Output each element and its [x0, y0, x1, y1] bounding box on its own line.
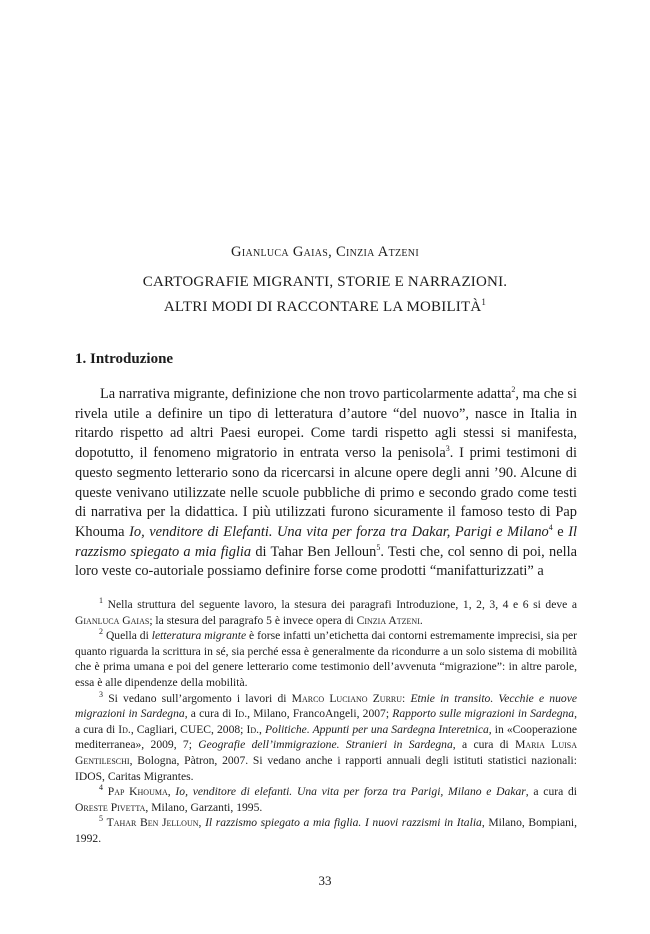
- footnote-ref-2: 2: [511, 385, 516, 395]
- footnote-1-text-b: ; la stesura del paragrafo 5 è invece opera di: [149, 613, 357, 627]
- footnote-5-title-1: Il razzismo spiegato a mia figlia. I nuovi razzismi in Italia: [205, 816, 482, 830]
- book-title-2: Il razzismo spiegato a mia figlia: [75, 523, 577, 560]
- footnote-3-text-c: , a cura di: [184, 707, 235, 721]
- footnote-5-author-1: Tahar Ben Jelloun: [106, 816, 199, 830]
- footnote-1-text-c: .: [419, 613, 423, 627]
- footnote-3-title-4: Geografie dell’immigrazione. Stranieri in Sardegna: [198, 738, 453, 752]
- title-line-1: CARTOGRAFIE MIGRANTI, STORIE E NARRAZIONI.: [142, 274, 508, 290]
- footnote-3-author-2: Maria Luisa Gentileschi: [75, 738, 577, 767]
- footnote-4-title-1: Io, venditore di elefanti. Una vita per forza tra Parigi, Milano e Dakar: [175, 785, 526, 799]
- footnote-3-ibid-1: Id.: [234, 707, 248, 721]
- page-number: 33: [318, 873, 332, 888]
- footnote-3-text-f: , Cagliari, CUEC, 2008;: [130, 722, 247, 736]
- footnote-3-ibid-2: Id.: [118, 722, 131, 736]
- footnote-5-number: 5: [99, 814, 103, 824]
- body-text-c: . I primi testimoni di questo segmento letterario sono da ricercarsi in alcune opere degli anni ’90. Alcune di queste venivano utilizzate nelle scuole pubbliche di primo e secondo grado come testi di narrativa per la didattica. I più utilizzati furono sicuramente il famoso testo di Pap Khouma: [75, 445, 577, 540]
- footnote-3-number: 3: [99, 689, 103, 699]
- footnote-1-text-a: Nella struttura del seguente lavoro, la stesura dei paragrafi Introduzione, 1, 2, 3, 4 e 6 si deve a: [107, 598, 577, 611]
- footnote-3-text-d: , Milano, FrancoAngeli, 2007;: [247, 707, 393, 721]
- title-footnote-ref: 1: [481, 297, 487, 307]
- body-text-a: La narrativa migrante, definizione che non trovo particolarmente adatta: [100, 386, 512, 402]
- footnote-3-text-g: ,: [259, 722, 265, 736]
- footnote-1-number: 1: [99, 596, 103, 606]
- footnote-2-italic: letteratura migrante: [151, 629, 247, 643]
- footnote-2-number: 2: [99, 627, 103, 637]
- footnote-3-text-e: , a cura di: [75, 707, 578, 736]
- footnote-4-text-b: , a cura di: [525, 785, 578, 799]
- footnote-3-text-h: in «Cooperazione mediterranea», 2009, 7;: [75, 722, 578, 752]
- footnote-2-text-a: Quella di: [105, 629, 152, 643]
- title-line-2-text: ALTRI MODI DI RACCONTARE LA MOBILITÀ: [163, 299, 482, 315]
- footnote-3-text-j: , Bologna, Pàtron, 2007. Si vedano anche i rapporti annuali degli istituti statistici nazionali: IDOS, Caritas Migrantes.: [75, 753, 577, 783]
- footnote-1: [75, 597, 577, 628]
- body-text-d: e: [552, 523, 569, 540]
- footnote-4-number: 4: [99, 783, 103, 793]
- footnote-3-text-a: Si vedano sull’argomento i lavori di: [108, 691, 292, 705]
- footnote-3-author-1: Marco Luciano Zurru: [291, 691, 403, 705]
- article-title: [0, 272, 650, 317]
- footnote-ref-4: 4: [548, 523, 553, 533]
- footnote-4-text-c: , Milano, Garzanti, 1995.: [145, 800, 263, 814]
- footnote-ref-3: 3: [445, 444, 450, 454]
- footnote-3: [75, 691, 577, 785]
- body-text-f: . Testi che, col senno di poi, nella loro veste co-autoriale possiamo definire forse come prodotti “manifatturizzati” a: [75, 543, 577, 580]
- footnotes: [75, 597, 577, 847]
- footnote-1-author-1: Gianluca Gaias: [75, 613, 150, 627]
- footnote-4-author-2: Oreste Pivetta: [75, 800, 146, 814]
- footnote-3-text-b: :: [402, 691, 411, 705]
- footnote-4: [75, 784, 577, 815]
- footnote-2-text-b: è forse infatti un’etichetta dai contorni estremamente imprecisi, sia per quanto riguarda la scrittura in sé, sia perché essa è generalmente da ricondurre a un solo sistema di mobilità che è prima umana e poi del genere letterario come testimonio dell’avvenuta “migrazione”: in altre parole, essa è alle dipendenze della mobilità.: [75, 629, 578, 689]
- footnote-2: [75, 628, 577, 690]
- footnote-4-text-a: ,: [167, 785, 176, 799]
- body-paragraph: [75, 385, 577, 582]
- body-text-b: , ma che si rivela utile a definire un tipo di letteratura d’autore “del nuovo”, nasce in Italia in ritardo rispetto ad altri Paesi europei. Come tardi rispetto agli stessi si manifesta, dopotutto, il fenomeno migratorio in entrata verso la penisola: [75, 386, 577, 462]
- book-title-1: Io, venditore di Elefanti. Una vita per forza tra Dakar, Parigi e Milano: [129, 523, 549, 540]
- footnote-5-text-a: ,: [198, 816, 206, 830]
- footnote-3-title-1: Etnie in transito. Vecchie e nuove migrazioni in Sardegna: [75, 691, 577, 721]
- footnote-3-text-i: , a cura di: [452, 738, 516, 752]
- footnote-4-author-1: Pap Khouma: [107, 785, 168, 799]
- footnote-ref-5: 5: [376, 542, 381, 552]
- footnote-5-text-b: , Milano, Bompiani, 1992.: [75, 816, 578, 845]
- footnote-3-title-3: Politiche. Appunti per una Sardegna Interetnica,: [264, 722, 492, 736]
- footnote-3-title-2: Rapporto sulle migrazioni in Sardegna: [392, 707, 575, 721]
- section-heading: 1. Introduzione: [75, 351, 174, 367]
- footnote-3-ibid-3: Id.: [246, 722, 259, 736]
- body-text-e: di Tahar Ben Jelloun: [251, 543, 377, 560]
- footnote-5: [75, 815, 577, 846]
- title-line-2: [0, 292, 650, 317]
- authors-line: Gianluca Gaias, Cinzia Atzeni: [231, 244, 419, 260]
- footnote-1-author-2: Cinzia Atzeni: [356, 613, 420, 627]
